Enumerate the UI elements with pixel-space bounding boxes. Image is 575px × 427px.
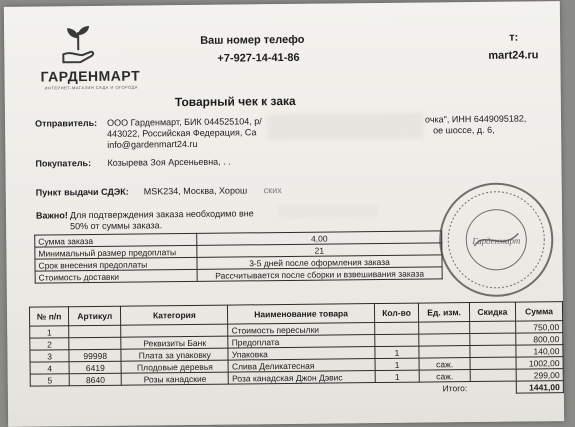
cell-index: 4: [30, 362, 69, 374]
notice-line-1: Для подтверждения заказа необходимо вне: [69, 208, 254, 221]
summary-label: Сумма заказа: [35, 233, 197, 247]
pickup-value-tail: ских: [263, 185, 282, 196]
col-header-index: № п/п: [29, 307, 68, 326]
cell-product: Роза канадская Джон Дэвис: [228, 371, 375, 385]
cell-discount: [470, 357, 516, 369]
cell-unit: [419, 346, 470, 359]
redaction-blur: [278, 205, 378, 218]
sender-label: Отправитель:: [34, 117, 98, 129]
total-label: Итого:: [442, 382, 468, 394]
cell-discount: [470, 345, 516, 357]
cell-qty: [374, 322, 419, 334]
site-label: т:: [509, 31, 519, 44]
sprout-hand-icon: [60, 24, 96, 66]
phone-label: Ваш номер телефо: [200, 33, 305, 47]
col-header-product: Наименование товара: [228, 304, 375, 325]
phone-number: +7-927-14-41-86: [217, 51, 300, 65]
brand-logo: [40, 23, 150, 91]
cell-unit: саж.: [419, 370, 470, 383]
col-header-discount: Скидка: [469, 302, 515, 321]
cell-unit: [419, 322, 470, 335]
cell-article: 6419: [69, 361, 121, 374]
sender-email: info@gardenmart24.ru: [107, 138, 198, 150]
cell-discount: [470, 333, 516, 345]
stamp-text: Гарденмарт: [472, 235, 521, 247]
cell-category: Розы канадские: [121, 372, 228, 385]
pickup-label: Пункт выдачи СДЭК:: [35, 186, 129, 198]
summary-label: Стоимость доставки: [35, 269, 197, 283]
cell-category: Реквизиты Банк: [121, 336, 228, 349]
company-stamp: [436, 179, 557, 300]
cell-category: Плодовые деревья: [121, 360, 228, 373]
cell-article: [69, 337, 121, 350]
cell-index: 3: [30, 350, 69, 362]
cell-sum: 1002,00: [516, 357, 563, 369]
cell-unit: [419, 334, 470, 347]
col-header-unit: Ед. изм.: [419, 303, 470, 323]
cell-article: [69, 325, 121, 338]
summary-label: Минимальный размер предоплаты: [35, 245, 197, 259]
summary-value: 4,00: [197, 231, 442, 246]
sender-line-1-right: очка", ИНН 6449095182,: [424, 113, 527, 125]
notice-line-2: 50% от суммы заказа.: [70, 220, 163, 232]
notice-label: Важно!: [35, 210, 68, 221]
buyer-label: Покупатель:: [35, 158, 92, 169]
sender-line-2-right: ое шоссе, д. 6,: [433, 124, 495, 136]
cell-sum: 299,00: [516, 369, 563, 381]
order-summary-table: [34, 230, 442, 283]
cell-discount: [470, 369, 516, 381]
brand-name: ГАРДЕНМАРТ: [40, 67, 141, 85]
cell-unit: саж.: [419, 358, 470, 371]
cell-sum: 750,00: [516, 321, 563, 333]
receipt-title: Товарный чек к зака: [174, 93, 296, 110]
pickup-value: MSK234, Москва, Хорош: [143, 185, 248, 197]
site-value: mart24.ru: [488, 49, 539, 62]
summary-value: 21: [197, 243, 442, 258]
cell-qty: 1: [375, 358, 420, 370]
cell-discount: [470, 321, 516, 333]
summary-value: Рассчитывается после сборки и взвешивания заказа: [197, 267, 442, 282]
cell-index: 2: [30, 338, 69, 350]
summary-value: 3-5 дней после оформления заказа: [197, 255, 442, 270]
brand-tagline: ИНТЕРНЕТ-МАГАЗИН САДА И ОГОРОДА: [44, 84, 139, 91]
sender-line-2: 443022, Российская Федерация, Са: [107, 127, 257, 139]
cell-product: Стоимость пересылки: [228, 323, 375, 337]
cell-category: Плата за упаковку: [121, 348, 228, 361]
col-header-article: Артикул: [69, 306, 121, 326]
items-table: [29, 301, 564, 399]
sender-line-1: ООО Гарденмарт, БИК 044525104, р/: [106, 116, 262, 128]
cell-article: 8640: [69, 373, 121, 386]
cell-category: [121, 324, 228, 337]
receipt-sheet: [4, 1, 564, 427]
cell-index: 5: [30, 374, 69, 386]
cell-qty: [375, 334, 420, 346]
col-header-qty: Кол-во: [374, 303, 419, 322]
cell-product: Упаковка: [228, 347, 375, 361]
col-header-category: Категория: [121, 305, 228, 325]
buyer-name: Козырева Зоя Арсеньевна, . .: [107, 156, 231, 168]
col-header-sum: Сумма: [515, 302, 562, 321]
cell-product: Предоплата: [228, 335, 375, 349]
cell-qty: 1: [375, 346, 420, 358]
cell-index: 1: [30, 326, 69, 338]
cell-sum: 140,00: [516, 345, 563, 357]
total-value: 1441,00: [516, 381, 563, 393]
cell-sum: 800,00: [516, 333, 563, 345]
redaction-blur: [267, 113, 423, 141]
cell-qty: 1: [375, 370, 420, 382]
cell-product: Слива Деликатесная: [228, 359, 375, 373]
cell-article: 99998: [69, 349, 121, 362]
summary-label: Срок внесения предоплаты: [35, 257, 197, 271]
